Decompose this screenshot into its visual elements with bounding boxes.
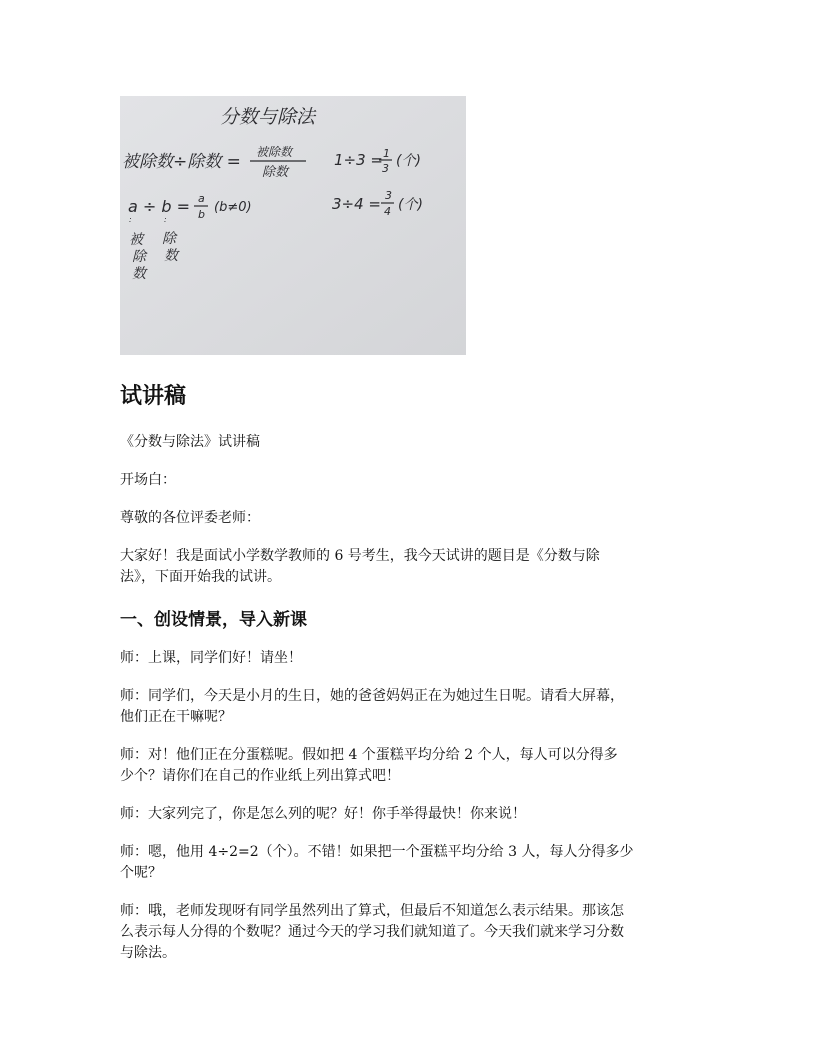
paragraph-intro-line-2: 法》，下面开始我的试讲。	[120, 569, 281, 585]
paragraph-s1-5	[120, 842, 700, 884]
paragraph-s1-1: 师：上课，同学们好！请坐！	[120, 650, 302, 666]
photo-canvas	[120, 96, 466, 355]
handwritten-notes-photo	[120, 96, 466, 355]
paragraph-s1-2	[120, 686, 700, 728]
photo-line2-right-expr: 3÷4 =	[332, 195, 381, 213]
photo-line1-frac-num: 被除数	[256, 145, 293, 159]
paper-background	[120, 96, 466, 355]
photo-arrow-dot-2: :	[164, 215, 167, 224]
paragraph-s1-5-line-2: 个呢？	[120, 865, 162, 881]
photo-line1-right-unit: (个)	[396, 153, 421, 169]
paragraph-s1-5-line-1: 师：嗯，他用 4÷2=2（个）。不错！如果把一个蛋糕平均分给 3 人，每人分得多少	[120, 844, 634, 860]
photo-line1-right-num: 1	[383, 147, 390, 160]
photo-line1-frac-den: 除数	[262, 165, 289, 180]
photo-label-dividend-2: 除	[132, 249, 146, 265]
photo-line2-frac-num: a	[198, 192, 205, 205]
paragraph-intro-line-1: 大家好！我是面试小学数学教师的 6 号考生，我今天试讲的题目是《分数与除	[120, 548, 600, 564]
photo-line2-right-num: 3	[385, 189, 392, 202]
photo-label-dividend-3: 数	[132, 266, 146, 282]
paragraph-s1-3-line-1: 师：对！他们正在分蛋糕呢。假如把 4 个蛋糕平均分给 2 个人，每人可以分得多	[120, 747, 618, 763]
photo-line1-right-expr: 1÷3 =	[334, 151, 383, 169]
paragraph-s1-6-line-2: 么表示每人分得的个数呢？通过今天的学习我们就知道了。今天我们就来学习分数	[120, 924, 624, 940]
document-title: 试讲稿	[120, 384, 187, 409]
photo-label-divisor-2: 数	[164, 248, 178, 264]
photo-line1-right-den: 3	[382, 162, 389, 175]
document-page	[120, 96, 700, 964]
section-heading-1: 一、创设情景，导入新课	[120, 610, 307, 630]
photo-line2-left: a ÷ b =	[128, 197, 191, 216]
photo-line2-right-den: 4	[384, 205, 391, 218]
paragraph-s1-3	[120, 745, 700, 787]
paragraph-s1-6	[120, 901, 700, 964]
photo-label-divisor-1: 除	[162, 231, 176, 247]
photo-line1-left: 被除数÷除数 =	[122, 152, 241, 172]
photo-line2-frac-den: b	[198, 208, 205, 221]
paragraph-opening: 开场白：	[120, 472, 176, 488]
paragraph-s1-4: 师：大家列完了，你是怎么列的呢？好！你手举得最快！你来说！	[120, 806, 526, 822]
paragraph-subtitle: 《分数与除法》试讲稿	[120, 434, 260, 450]
paragraph-greeting: 尊敬的各位评委老师：	[120, 510, 260, 526]
photo-line2-cond: (b≠0)	[214, 200, 252, 215]
photo-line2-right-unit: (个)	[398, 197, 423, 213]
photo-arrow-dot-1: :	[129, 215, 132, 224]
paragraph-s1-2-line-1: 师：同学们，今天是小月的生日，她的爸爸妈妈正在为她过生日呢。请看大屏幕，	[120, 688, 624, 704]
photo-label-dividend-1: 被	[129, 232, 143, 248]
paragraph-s1-6-line-1: 师：哦，老师发现呀有同学虽然列出了算式，但最后不知道怎么表示结果。那该怎	[120, 903, 624, 919]
paragraph-s1-6-line-3: 与除法。	[120, 945, 176, 961]
paragraph-s1-3-line-2: 少个？请你们在自己的作业纸上列出算式吧！	[120, 768, 400, 784]
paragraph-intro	[120, 546, 700, 588]
paragraph-s1-2-line-2: 他们正在干嘛呢？	[120, 709, 232, 725]
photo-heading: 分数与除法	[220, 106, 316, 128]
